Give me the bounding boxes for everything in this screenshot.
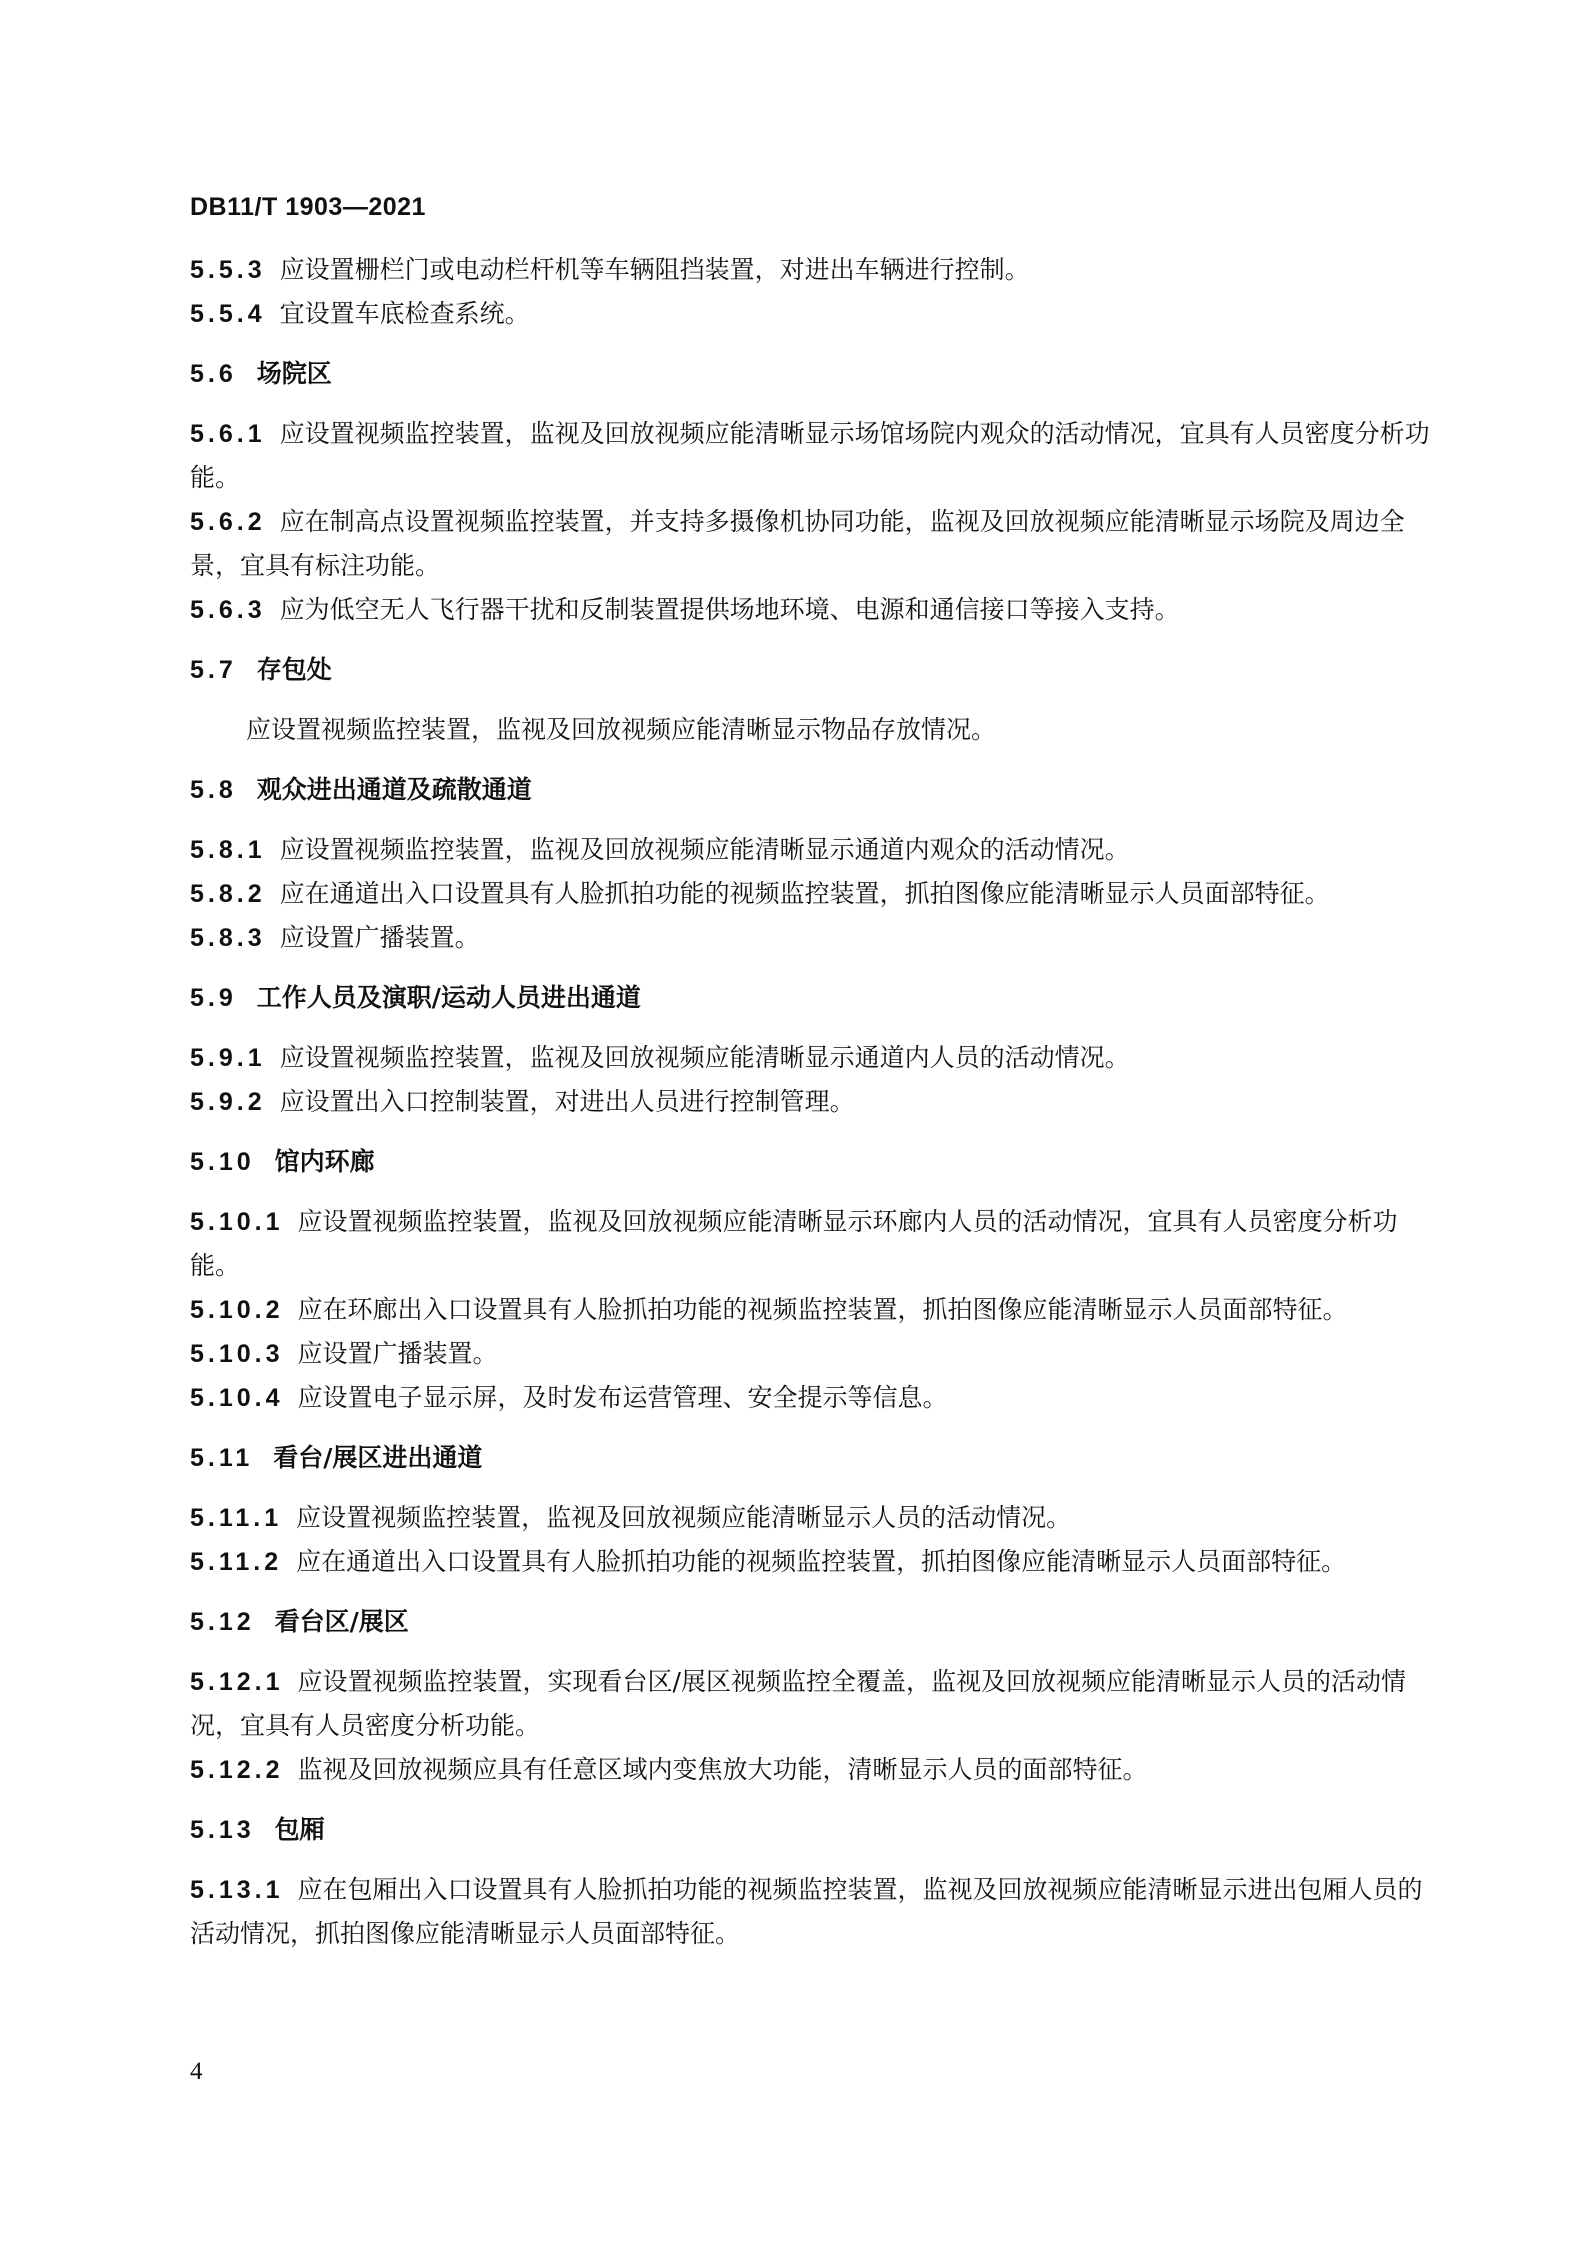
section-heading-5-13 — [190, 1808, 1430, 1852]
clause-text: 应在通道出入口设置具有人脸抓拍功能的视频监控装置，抓拍图像应能清晰显示人员面部特征。 — [279, 879, 1330, 908]
clause-number: 5.5.4 — [190, 300, 266, 328]
section-number: 5.10 — [190, 1148, 255, 1176]
section-number: 5.11 — [190, 1444, 254, 1472]
section-title: 看台/展区进出通道 — [273, 1443, 483, 1472]
section-number: 5.6 — [190, 360, 237, 388]
clause-number: 5.6.1 — [190, 420, 266, 448]
clause-5-10-2 — [190, 1288, 1430, 1332]
section-title: 包厢 — [274, 1815, 325, 1844]
clause-text: 应设置视频监控装置，监视及回放视频应能清晰显示通道内观众的活动情况。 — [279, 835, 1130, 864]
clause-5-9-1 — [190, 1036, 1430, 1080]
clause-5-10-4 — [190, 1376, 1430, 1420]
section-number: 5.9 — [190, 984, 237, 1012]
clause-5-11-1 — [190, 1496, 1430, 1540]
section-title: 馆内环廊 — [274, 1147, 375, 1176]
clause-text: 应设置视频监控装置，实现看台区/展区视频监控全覆盖，监视及回放视频应能清晰显示人员的活动情况，宜具有人员密度分析功能。 — [190, 1667, 1406, 1740]
clause-5-6-1 — [190, 412, 1430, 500]
clause-text: 应设置广播装置。 — [279, 923, 480, 952]
clause-text: 应在包厢出入口设置具有人脸抓拍功能的视频监控装置，监视及回放视频应能清晰显示进出包厢人员的活动情况，抓拍图像应能清晰显示人员面部特征。 — [190, 1875, 1423, 1948]
clause-text: 应设置视频监控装置，监视及回放视频应能清晰显示场馆场院内观众的活动情况，宜具有人员密度分析功能。 — [190, 419, 1430, 492]
clause-number: 5.9.1 — [190, 1044, 266, 1072]
clause-5-8-3 — [190, 916, 1430, 960]
clause-number: 5.9.2 — [190, 1088, 266, 1116]
clause-5-6-2 — [190, 500, 1430, 588]
clause-number: 5.10.2 — [190, 1296, 284, 1324]
paragraph-5-7: 应设置视频监控装置，监视及回放视频应能清晰显示物品存放情况。 — [246, 715, 997, 744]
clause-text: 应设置视频监控装置，监视及回放视频应能清晰显示通道内人员的活动情况。 — [279, 1043, 1130, 1072]
document-code-header: DB11/T 1903—2021 — [190, 193, 426, 221]
clause-number: 5.6.3 — [190, 596, 266, 624]
clause-number: 5.6.2 — [190, 508, 266, 536]
clause-5-13-1 — [190, 1868, 1430, 1956]
clause-number: 5.5.3 — [190, 256, 266, 284]
clause-text: 应设置出入口控制装置，对进出人员进行控制管理。 — [279, 1087, 855, 1116]
section-heading-5-10 — [190, 1140, 1430, 1184]
clause-number: 5.8.2 — [190, 880, 266, 908]
clause-5-11-2 — [190, 1540, 1430, 1584]
page-number: 4 — [190, 2058, 203, 2085]
section-title: 场院区 — [256, 359, 332, 388]
clause-5-5-4 — [190, 292, 1430, 336]
clause-number: 5.11.1 — [190, 1504, 283, 1532]
clause-number: 5.10.4 — [190, 1384, 284, 1412]
section-title: 观众进出通道及疏散通道 — [256, 775, 532, 804]
clause-number: 5.12.2 — [190, 1756, 284, 1784]
section-heading-5-9 — [190, 976, 1430, 1020]
clause-text: 应设置视频监控装置，监视及回放视频应能清晰显示环廊内人员的活动情况，宜具有人员密度分析功能。 — [190, 1207, 1398, 1280]
clause-5-9-2 — [190, 1080, 1430, 1124]
clause-text: 宜设置车底检查系统。 — [279, 299, 530, 328]
clause-text: 应在通道出入口设置具有人脸抓拍功能的视频监控装置，抓拍图像应能清晰显示人员面部特征。 — [296, 1547, 1347, 1576]
clause-number: 5.10.1 — [190, 1208, 284, 1236]
clause-text: 应设置广播装置。 — [297, 1339, 498, 1368]
clause-5-10-1 — [190, 1200, 1430, 1288]
clause-number: 5.13.1 — [190, 1876, 284, 1904]
section-heading-5-12 — [190, 1600, 1430, 1644]
clause-5-12-2 — [190, 1748, 1430, 1792]
section-heading-5-11 — [190, 1436, 1430, 1480]
clause-5-12-1 — [190, 1660, 1430, 1748]
clause-text: 应为低空无人飞行器干扰和反制装置提供场地环境、电源和通信接口等接入支持。 — [279, 595, 1180, 624]
section-title: 工作人员及演职/运动人员进出通道 — [256, 983, 641, 1012]
clause-5-8-1 — [190, 828, 1430, 872]
clause-5-6-3 — [190, 588, 1430, 632]
section-heading-5-8 — [190, 768, 1430, 812]
document-body — [190, 248, 1430, 1956]
section-number: 5.12 — [190, 1608, 255, 1636]
clause-number: 5.10.3 — [190, 1340, 284, 1368]
clause-number: 5.8.3 — [190, 924, 266, 952]
clause-text: 应在环廊出入口设置具有人脸抓拍功能的视频监控装置，抓拍图像应能清晰显示人员面部特征。 — [297, 1295, 1348, 1324]
clause-number: 5.8.1 — [190, 836, 266, 864]
section-number: 5.13 — [190, 1816, 255, 1844]
clause-text: 监视及回放视频应具有任意区域内变焦放大功能，清晰显示人员的面部特征。 — [297, 1755, 1148, 1784]
section-title: 看台区/展区 — [274, 1607, 409, 1636]
section-heading-5-7 — [190, 648, 1430, 692]
clause-text: 应设置栅栏门或电动栏杆机等车辆阻挡装置，对进出车辆进行控制。 — [279, 255, 1030, 284]
section-title: 存包处 — [256, 655, 332, 684]
clause-text: 应设置电子显示屏，及时发布运营管理、安全提示等信息。 — [297, 1383, 948, 1412]
clause-5-10-3 — [190, 1332, 1430, 1376]
clause-5-8-2 — [190, 872, 1430, 916]
section-number: 5.7 — [190, 656, 237, 684]
clause-text: 应在制高点设置视频监控装置，并支持多摄像机协同功能，监视及回放视频应能清晰显示场院及周边全景，宜具有标注功能。 — [190, 507, 1405, 580]
clause-number: 5.12.1 — [190, 1668, 284, 1696]
clause-5-5-3 — [190, 248, 1430, 292]
section-heading-5-6 — [190, 352, 1430, 396]
clause-text: 应设置视频监控装置，监视及回放视频应能清晰显示人员的活动情况。 — [296, 1503, 1072, 1532]
section-number: 5.8 — [190, 776, 237, 804]
clause-number: 5.11.2 — [190, 1548, 283, 1576]
